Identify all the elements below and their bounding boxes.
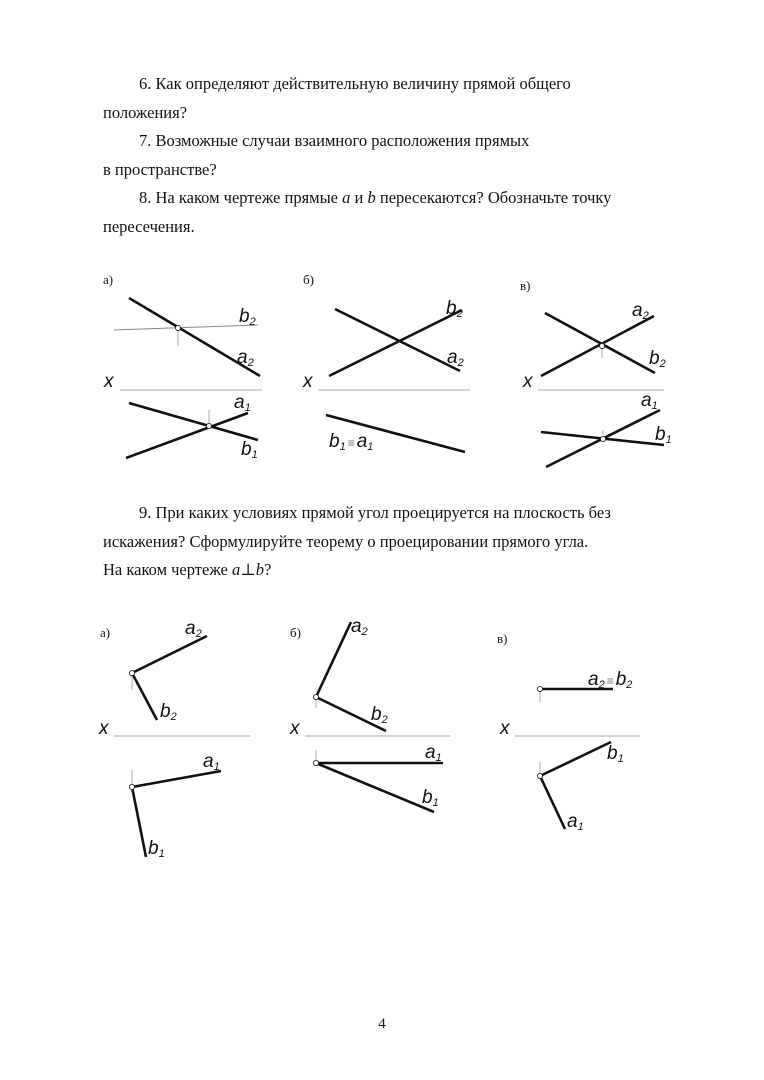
fig1-a-b2-line [114,325,258,330]
question-6-line-1: 6. Как определяют действительную величину прямой общего [139,74,571,93]
fig1-panel-b [302,272,470,453]
fig2-a-label-b2: b2 [160,701,177,723]
fig2-v-label-a1: a1 [567,811,584,833]
fig2-v-b1-line [540,742,611,776]
question-9-line-2: искажения? Сформулируйте теорему о проецировании прямого угла. [103,531,589,551]
fig1-panel-a-label: а) [103,272,114,287]
question-8-line-2: пересечения. [103,216,195,236]
fig2-b-a2-line [316,622,351,697]
fig2-panel-v-label: в) [497,631,508,646]
fig1-b-label-b2: b2 [446,298,463,320]
fig1-b-b2-line [329,310,462,376]
fig2-b-b1-line [316,763,434,812]
fig2-a-label-b1: b1 [148,838,165,860]
fig2-v-label-a2-eq-b2: a2 ≡ b2 [588,669,633,691]
fig2-v-x-label: x [500,718,510,739]
fig2-v-vertex-bottom [537,773,542,778]
fig2-a-label-a2: a2 [185,618,202,640]
question-8-line-1: 8. На каком чертеже прямые a и b пересекаются? Обозначьте точку [139,188,612,207]
fig1-a-label-b1: b1 [241,439,258,461]
fig2-b-x-label: x [290,718,300,739]
fig1-v-point-top [599,343,604,348]
fig1-panel-a [103,272,262,461]
fig2-b-label-b2: b2 [371,704,388,726]
question-7-line-2: в пространстве? [103,159,217,179]
figure-2 [98,616,640,860]
page-number: 4 [378,1016,386,1032]
fig1-panel-v-label: в) [520,278,531,293]
fig1-v-label-a1: a1 [641,390,658,412]
fig2-a-a2-line [132,636,207,673]
fig2-b-vertex-bottom [313,760,318,765]
fig2-v-label-b1: b1 [607,743,624,765]
question-6-line-2: положения? [103,102,188,122]
fig2-b-label-a2: a2 [351,616,368,638]
fig2-panel-b-label: б) [290,625,301,640]
fig2-v-a1-line [540,776,565,829]
fig2-panel-v [497,631,640,833]
question-7-line-1: 7. Возможные случаи взаимного расположения прямых [139,131,530,150]
fig1-b-label-b1-eq-a1: b1 ≡ a1 [329,431,374,453]
fig1-b-a2-line [335,309,460,371]
fig2-panel-b [289,616,450,812]
fig1-a-point-bottom [206,423,211,428]
fig2-b-label-b1: b1 [422,787,439,809]
fig1-a-label-b2: b2 [239,306,256,328]
fig1-a-x-label: x [104,371,114,392]
fig2-a-vertex-bottom [129,784,134,789]
fig2-panel-a [98,618,250,860]
fig2-a-a1-line [132,771,221,787]
fig2-a-b2-line [132,673,157,720]
figure-1 [103,272,672,467]
fig1-a-label-a2: a2 [237,347,254,369]
fig1-v-label-b1: b1 [655,424,672,446]
fig2-a-b1-line [132,787,146,857]
fig1-v-a2-line [541,316,654,376]
fig1-panel-v [520,278,672,467]
fig2-v-vertex-top [537,686,542,691]
question-9-line-3: На каком чертеже a⊥b? [103,560,272,579]
fig2-panel-a-label: а) [100,625,111,640]
fig1-a-label-a1: a1 [234,392,251,414]
fig1-a-point-top [175,325,180,330]
fig1-b-x-label: x [303,371,313,392]
fig1-v-x-label: x [523,371,533,392]
fig2-a-label-a1: a1 [203,751,220,773]
fig2-b-vertex-top [313,694,318,699]
fig1-v-label-a2: a2 [632,300,649,322]
question-9-line-1: 9. При каких условиях прямой угол проецируется на плоскость без [139,503,611,522]
fig2-b-label-a1: a1 [425,742,442,764]
fig2-a-vertex-top [129,670,134,675]
fig1-b-label-a2: a2 [447,347,464,369]
fig2-a-x-label: x [99,718,109,739]
fig1-v-point-bottom [600,436,605,441]
fig1-v-label-b2: b2 [649,348,666,370]
fig1-panel-b-label: б) [303,272,314,287]
